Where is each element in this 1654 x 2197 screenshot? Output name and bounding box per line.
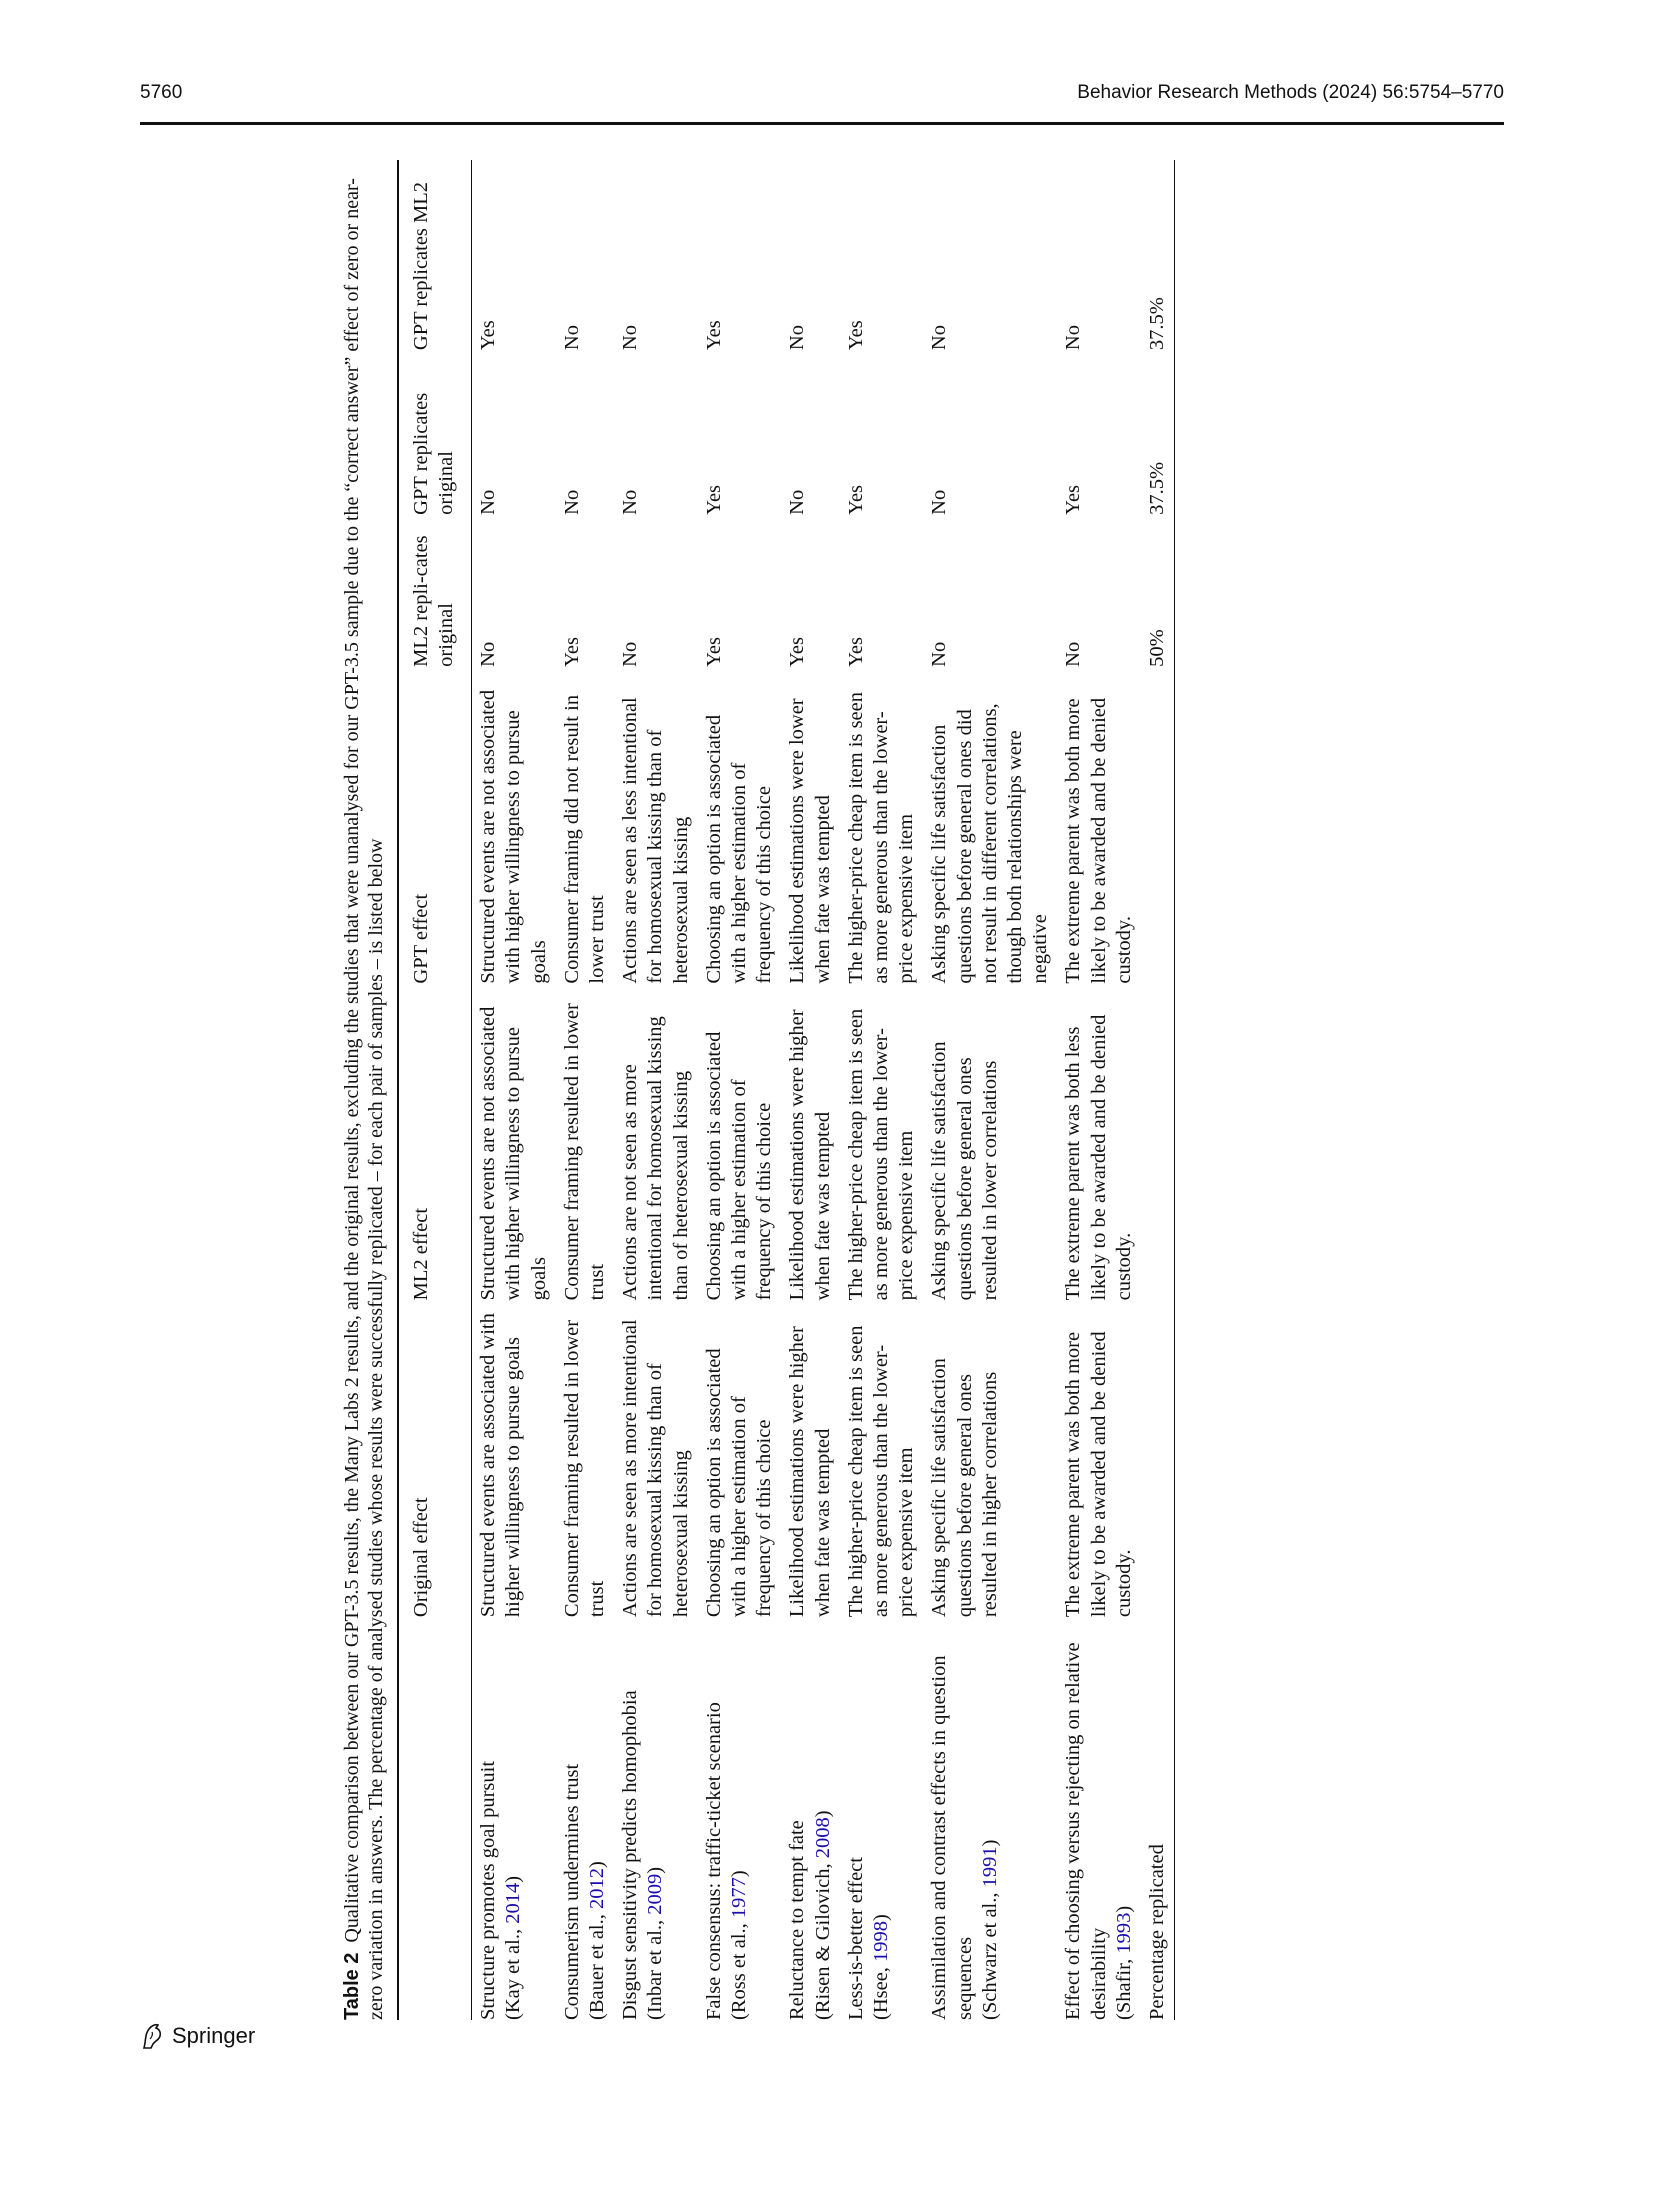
citation-authors: (Hsee,	[870, 1961, 893, 2020]
col-header-gpt-replicates-ml2: GPT replicates ML2	[409, 181, 432, 351]
table-header-row	[398, 160, 472, 2020]
table-row	[472, 160, 556, 2020]
col-header-ml2-effect: ML2 effect	[409, 1207, 432, 1301]
summary-gpt-replicates-ml2: 37.5%	[1146, 297, 1169, 351]
citation-close: )	[502, 1875, 525, 1883]
gpt-replicates-ml2-cell: Yes	[844, 320, 867, 351]
ml2-replicates-original-cell: Yes	[844, 637, 867, 667]
study-cell	[1057, 1617, 1141, 2020]
gpt-replicates-original-cell: No	[619, 489, 642, 515]
study-cell	[556, 1617, 614, 2020]
study-cell	[923, 1617, 1057, 2020]
study-citation	[978, 1629, 1003, 2020]
gpt-effect-cell: The higher-price cheap item is seen as more generous than the lower-price expensive item	[844, 692, 918, 984]
study-name: Reluctance to tempt fate	[786, 1820, 809, 2020]
original-effect-cell: Asking specific life satisfaction questions before general ones resulted in higher correlations	[928, 1358, 1001, 1618]
rotated-table-block	[340, 160, 1320, 2020]
gpt-replicates-original-cell: Yes	[844, 484, 867, 515]
study-cell	[840, 1617, 924, 2020]
citation-year-link[interactable]: 2009	[644, 1873, 667, 1915]
citation-authors: (Inbar et al.,	[644, 1914, 667, 2020]
gpt-replicates-original-cell: No	[477, 489, 500, 515]
gpt-effect-cell: The extreme parent was both more likely to be awarded and be denied custody.	[1062, 697, 1135, 984]
ml2-effect-cell: Structured events are not associated with higher willingness to pursue goals	[477, 1006, 550, 1301]
original-effect-cell: Choosing an option is associated with a higher estimation of frequency of this choice	[702, 1348, 776, 1618]
ml2-replicates-original-cell: No	[619, 641, 642, 667]
ml2-effect-cell: Actions are not seen as more intentional for homosexual kissing than of heterosexual kissing	[619, 1016, 692, 1301]
ml2-effect-cell: The higher-price cheap item is seen as more generous than the lower-price expensive item	[844, 1008, 918, 1301]
study-cell	[698, 1617, 782, 2020]
gpt-effect-cell: Actions are seen as less intentional for homosexual kissing than of heterosexual kissing	[619, 697, 692, 984]
study-name: Structure promotes goal pursuit	[477, 1760, 500, 2020]
gpt-replicates-original-cell: No	[786, 489, 809, 515]
citation-year-link[interactable]: 1998	[870, 1920, 893, 1962]
ml2-replicates-original-cell: No	[1062, 641, 1085, 667]
study-citation	[811, 1629, 836, 2020]
citation-close: )	[644, 1866, 667, 1874]
summary-ml2-replicates-original: 50%	[1146, 629, 1169, 667]
study-citation	[585, 1629, 610, 2020]
gpt-effect-cell: Structured events are not associated with higher willingness to pursue goals	[477, 689, 550, 984]
study-name: False consensus: traffic-ticket scenario	[702, 1702, 725, 2020]
col-header-ml2-replicates-original: ML2 repli-cates original	[409, 535, 457, 667]
citation-authors: (Bauer et al.,	[586, 1909, 608, 2020]
publisher-footer	[140, 2022, 255, 2050]
gpt-effect-cell: Consumer framing did not result in lower trust	[560, 694, 608, 984]
citation-close: )	[978, 1839, 1001, 1847]
page-number: 5760	[140, 82, 183, 103]
header-rule	[140, 122, 1504, 125]
study-name: Consumerism undermines trust	[560, 1763, 583, 2020]
table-label: Table 2	[341, 1952, 363, 2020]
study-name: Less-is-better effect	[844, 1857, 867, 2020]
gpt-replicates-ml2-cell: No	[1062, 325, 1085, 351]
table-row	[923, 160, 1057, 2020]
study-citation	[869, 1629, 894, 2020]
summary-gpt-replicates-original: 37.5%	[1146, 461, 1169, 515]
springer-horse-icon	[140, 2022, 164, 2050]
gpt-replicates-ml2-cell: Yes	[477, 320, 500, 351]
gpt-replicates-ml2-cell: No	[786, 325, 809, 351]
study-name: Effect of choosing versus rejecting on relative desirability	[1062, 1642, 1110, 2020]
gpt-effect-cell: Likelihood estimations were lower when fate was tempted	[786, 698, 834, 984]
summary-empty-cell	[1141, 1300, 1175, 1617]
table-caption	[340, 160, 389, 2020]
citation-year-link[interactable]: 2014	[502, 1882, 525, 1924]
citation-year-link[interactable]: 1977	[728, 1877, 751, 1919]
summary-empty-cell	[1141, 984, 1175, 1301]
citation-year-link[interactable]: 2012	[586, 1868, 608, 1909]
citation-authors: (Kay et al.,	[502, 1923, 525, 2020]
study-cell	[472, 1617, 556, 2020]
summary-row	[1141, 160, 1175, 2020]
ml2-replicates-original-cell: Yes	[702, 637, 725, 667]
summary-empty-cell	[1141, 667, 1175, 984]
journal-citation: Behavior Research Methods (2024) 56:5754–5770	[1077, 82, 1504, 103]
ml2-effect-cell: Choosing an option is associated with a higher estimation of frequency of this choice	[702, 1031, 776, 1301]
ml2-effect-cell: Consumer framing resulted in lower trust	[560, 1003, 608, 1301]
ml2-replicates-original-cell: Yes	[560, 637, 583, 667]
table-row	[1057, 160, 1141, 2020]
ml2-effect-cell: The extreme parent was both less likely to be awarded and be denied custody.	[1062, 1014, 1135, 1301]
original-effect-cell: Structured events are associated with higher willingness to pursue goals	[477, 1313, 525, 1618]
citation-authors: (Ross et al.,	[728, 1918, 751, 2020]
table-row	[781, 160, 839, 2020]
citation-year-link[interactable]: 1993	[1112, 1912, 1135, 1954]
table-row	[556, 160, 614, 2020]
table-caption-text: Qualitative comparison between our GPT-3.5 results, the Many Labs 2 results, and the original results, excluding the studies that were unanalysed for our GPT-3.5 sample due to the “correct answer” effect of zero or near-zero variation in answers. The percentage of analysed studies whose results were successfully replicated – for each pair of samples – is listed below	[341, 178, 388, 2020]
study-citation	[501, 1629, 526, 2020]
citation-close: )	[1112, 1905, 1135, 1913]
col-header-study	[398, 1617, 472, 2020]
comparison-table	[397, 160, 1175, 2020]
citation-close: )	[811, 1810, 834, 1818]
gpt-effect-cell: Asking specific life satisfaction questions before general ones did not result in different correlations, though both relationships were negative	[928, 703, 1052, 984]
citation-year-link[interactable]: 2008	[811, 1817, 834, 1859]
study-citation	[727, 1629, 752, 2020]
study-citation	[643, 1629, 668, 2020]
citation-close: )	[870, 1914, 893, 1921]
citation-close: )	[728, 1870, 751, 1878]
original-effect-cell: The higher-price cheap item is seen as more generous than the lower-price expensive item	[844, 1325, 918, 1618]
publisher-name: Springer	[172, 2023, 256, 2048]
citation-authors: (Risen & Gilovich,	[811, 1858, 834, 2020]
ml2-replicates-original-cell: Yes	[786, 637, 809, 667]
study-cell	[614, 1617, 698, 2020]
gpt-replicates-original-cell: No	[560, 489, 583, 515]
table-row	[698, 160, 782, 2020]
study-cell	[781, 1617, 839, 2020]
original-effect-cell: Actions are seen as more intentional for homosexual kissing than of heterosexual kissing	[619, 1319, 692, 1618]
gpt-replicates-original-cell: No	[928, 489, 951, 515]
ml2-replicates-original-cell: No	[928, 641, 951, 667]
original-effect-cell: The extreme parent was both more likely to be awarded and be denied custody.	[1062, 1331, 1135, 1618]
gpt-replicates-ml2-cell: Yes	[702, 320, 725, 351]
citation-authors: (Schwarz et al.,	[978, 1887, 1001, 2020]
citation-authors: (Shafir,	[1112, 1953, 1135, 2020]
citation-close: )	[586, 1861, 608, 1868]
gpt-replicates-original-cell: Yes	[702, 484, 725, 515]
gpt-effect-cell: Choosing an option is associated with a higher estimation of frequency of this choice	[702, 714, 776, 984]
original-effect-cell: Likelihood estimations were higher when fate was tempted	[786, 1326, 834, 1618]
study-citation	[1112, 1629, 1137, 2020]
study-name: Disgust sensitivity predicts homophobia	[619, 1690, 642, 2020]
gpt-replicates-ml2-cell: No	[928, 325, 951, 351]
ml2-effect-cell: Likelihood estimations were higher when fate was tempted	[786, 1009, 834, 1301]
gpt-replicates-original-cell: Yes	[1062, 484, 1085, 515]
study-name: Assimilation and contrast effects in question sequences	[928, 1655, 976, 2020]
col-header-gpt-replicates-original: GPT replicates original	[409, 392, 457, 515]
col-header-gpt-effect: GPT effect	[409, 893, 432, 984]
table-row	[840, 160, 924, 2020]
gpt-replicates-ml2-cell: No	[619, 325, 642, 351]
ml2-effect-cell: Asking specific life satisfaction questions before general ones resulted in lower correlations	[928, 1041, 1001, 1301]
table-row	[614, 160, 698, 2020]
col-header-original-effect: Original effect	[409, 1497, 432, 1618]
summary-label: Percentage replicated	[1146, 1844, 1169, 2020]
original-effect-cell: Consumer framing resulted in lower trust	[560, 1319, 608, 1618]
citation-year-link[interactable]: 1991	[978, 1846, 1001, 1888]
ml2-replicates-original-cell: No	[477, 641, 500, 667]
gpt-replicates-ml2-cell: No	[560, 325, 583, 351]
